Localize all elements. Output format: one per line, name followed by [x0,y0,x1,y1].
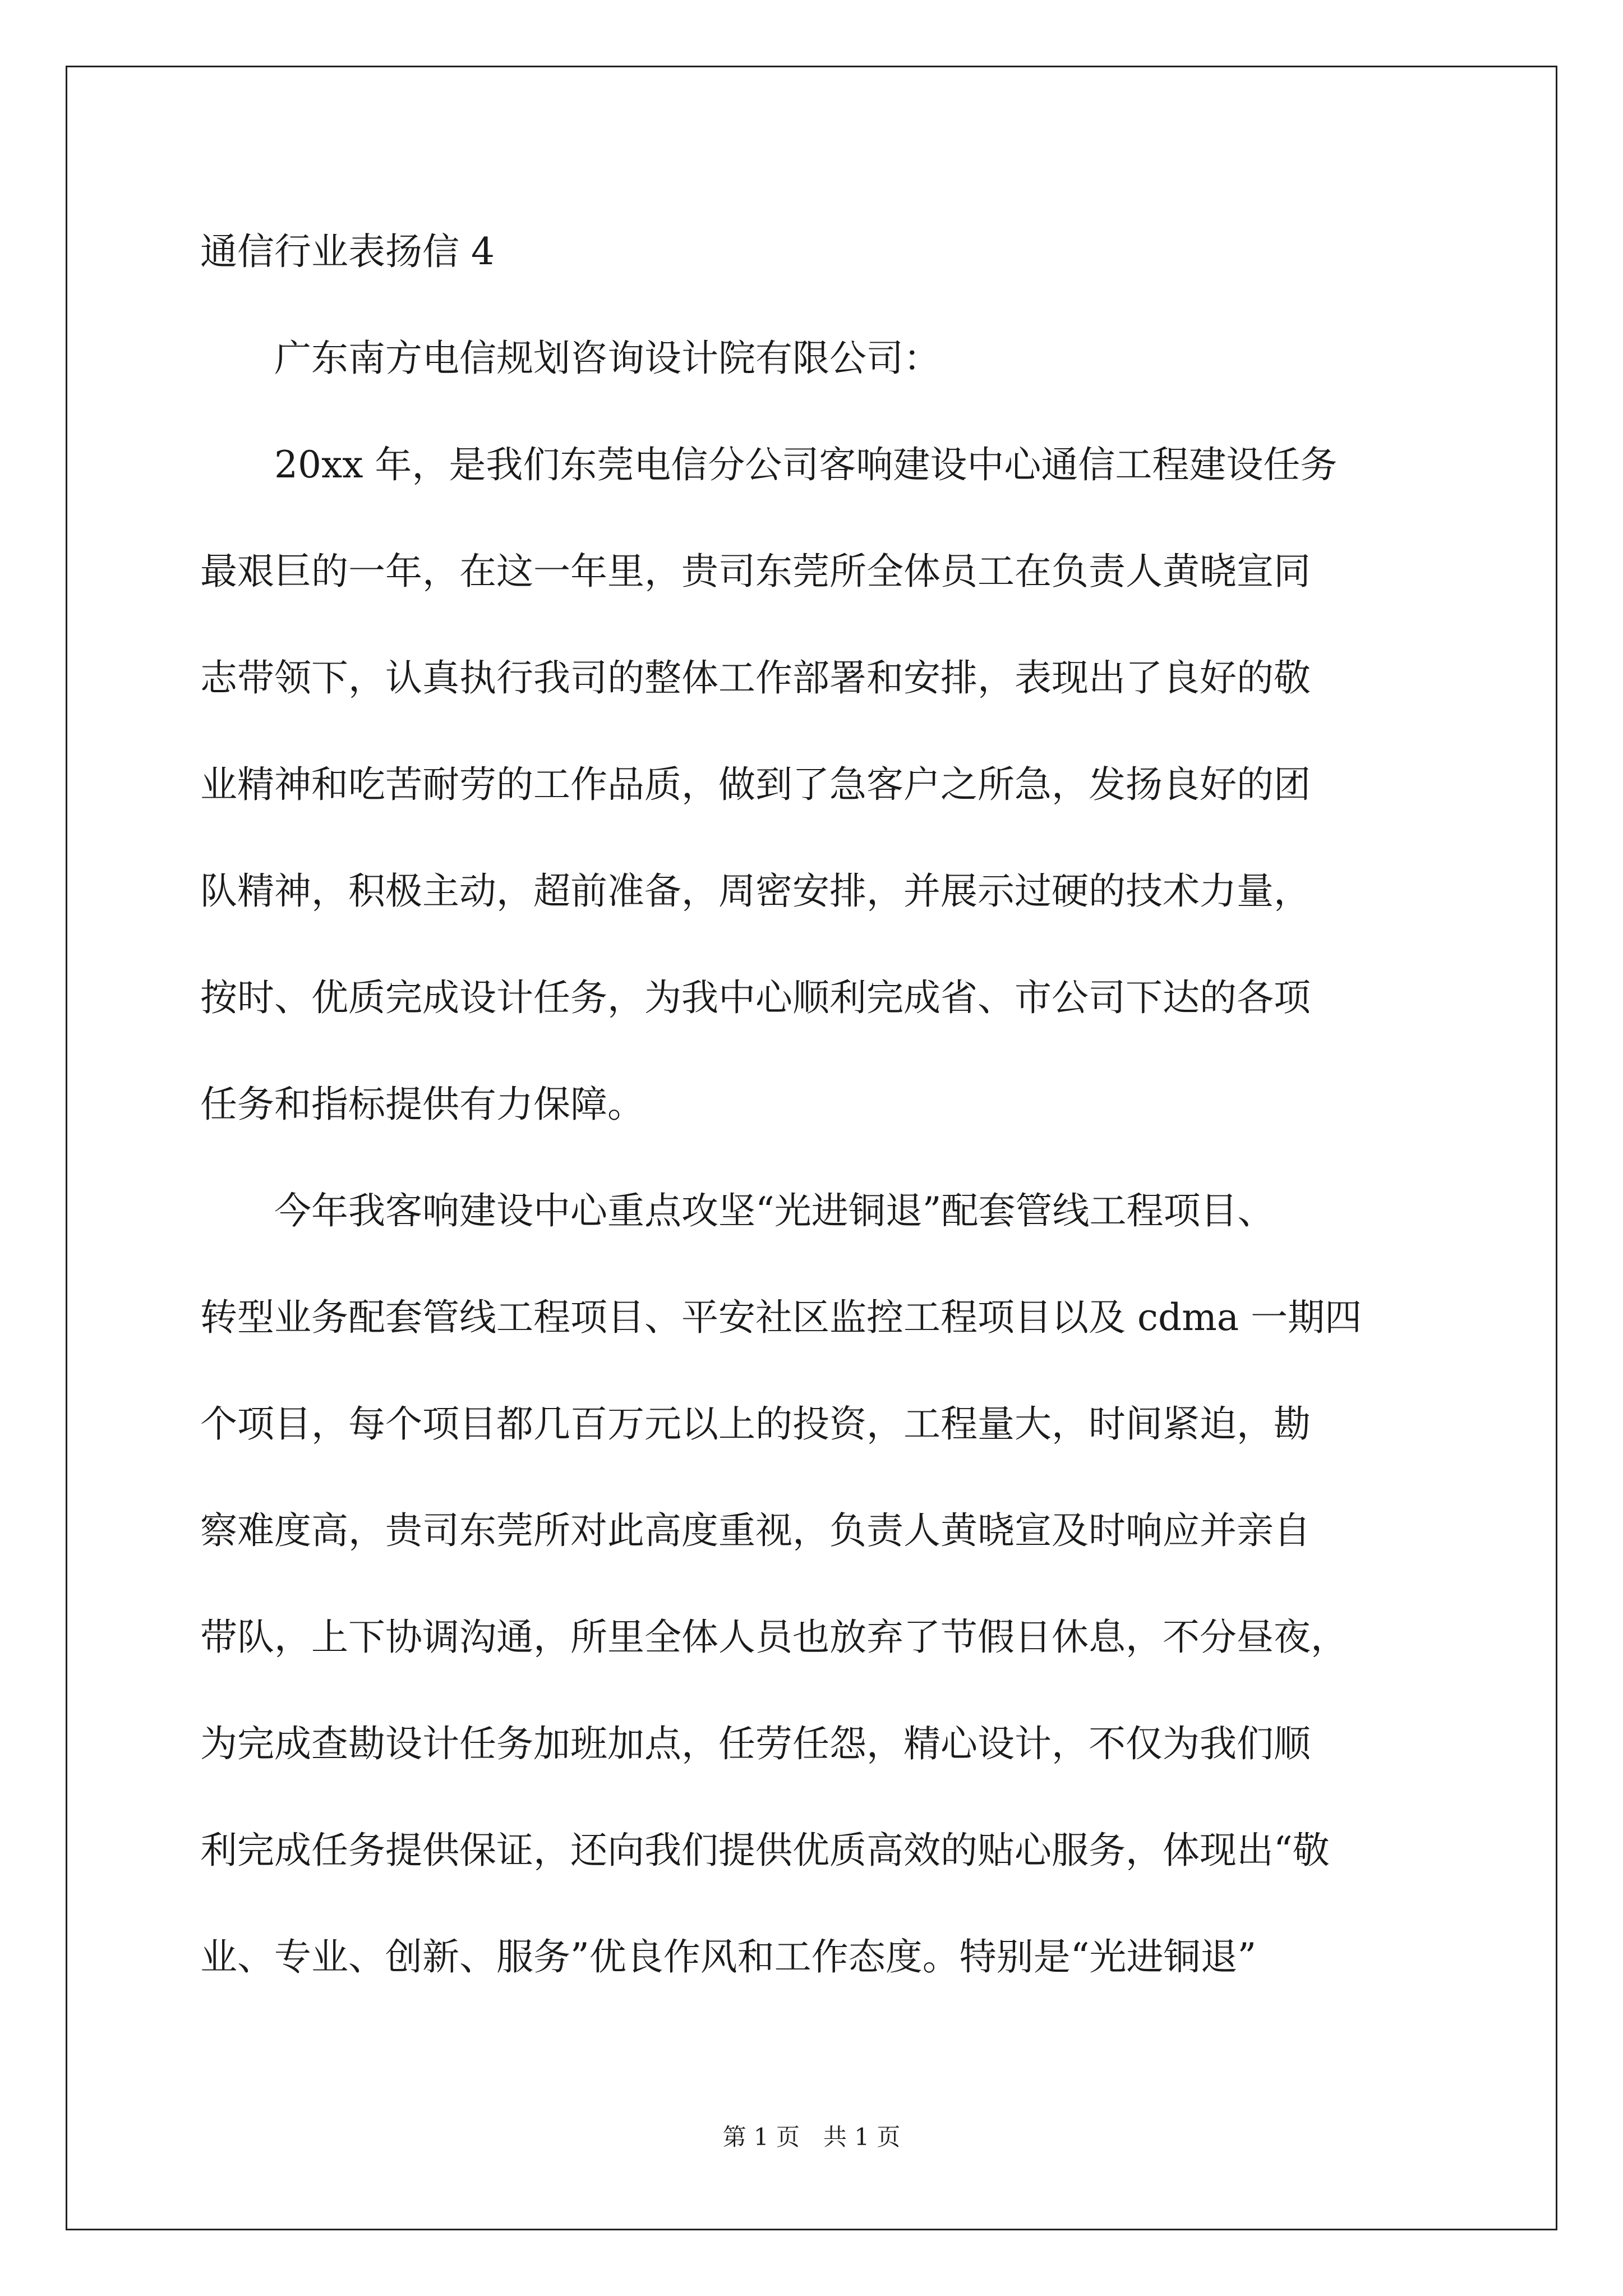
paragraph-1-line: 业精神和吃苦耐劳的工作品质，做到了急客户之所急，发扬良好的团 [200,763,1311,806]
page-number-footer: 第 1 页 共 1 页 [722,2123,901,2151]
paragraph-1-line: 最艰巨的一年，在这一年里，贵司东莞所全体员工在负责人黄晓宣同 [200,550,1311,593]
paragraph-2-line: 利完成任务提供保证，还向我们提供优质高效的贴心服务，体现出“敬 [200,1829,1330,1872]
paragraph-1-line: 20xx 年，是我们东莞电信分公司客响建设中心通信工程建设任务 [274,443,1338,486]
paragraph-2-line: 转型业务配套管线工程项目、平安社区监控工程项目以及 cdma 一期四 [200,1296,1362,1339]
paragraph-2-line: 带队，上下协调沟通，所里全体人员也放弃了节假日休息，不分昼夜， [200,1616,1348,1659]
paragraph-1-line: 队精神，积极主动，超前准备，周密安排，并展示过硬的技术力量， [200,869,1311,913]
paragraph-2-line: 业、专业、创新、服务”优良作风和工作态度。特别是“光进铜退” [200,1935,1257,1978]
document-title: 通信行业表扬信 4 [200,230,495,273]
paragraph-1-line: 任务和指标提供有力保障。 [200,1083,644,1126]
page-border [66,66,1557,2230]
paragraph-2-line: 察难度高，贵司东莞所对此高度重视，负责人黄晓宣及时响应并亲自 [200,1509,1311,1552]
paragraph-2-line: 个项目，每个项目都几百万元以上的投资，工程量大，时间紧迫，勘 [200,1402,1311,1446]
paragraph-1-line: 志带领下，认真执行我司的整体工作部署和安排，表现出了良好的敬 [200,656,1311,700]
salutation: 广东南方电信规划咨询设计院有限公司： [274,337,940,380]
paragraph-2-line: 今年我客响建设中心重点攻坚“光进铜退”配套管线工程项目、 [274,1189,1275,1232]
paragraph-2-line: 为完成查勘设计任务加班加点，任劳任怨，精心设计，不仅为我们顺 [200,1722,1311,1765]
paragraph-1-line: 按时、优质完成设计任务，为我中心顺利完成省、市公司下达的各项 [200,976,1311,1019]
